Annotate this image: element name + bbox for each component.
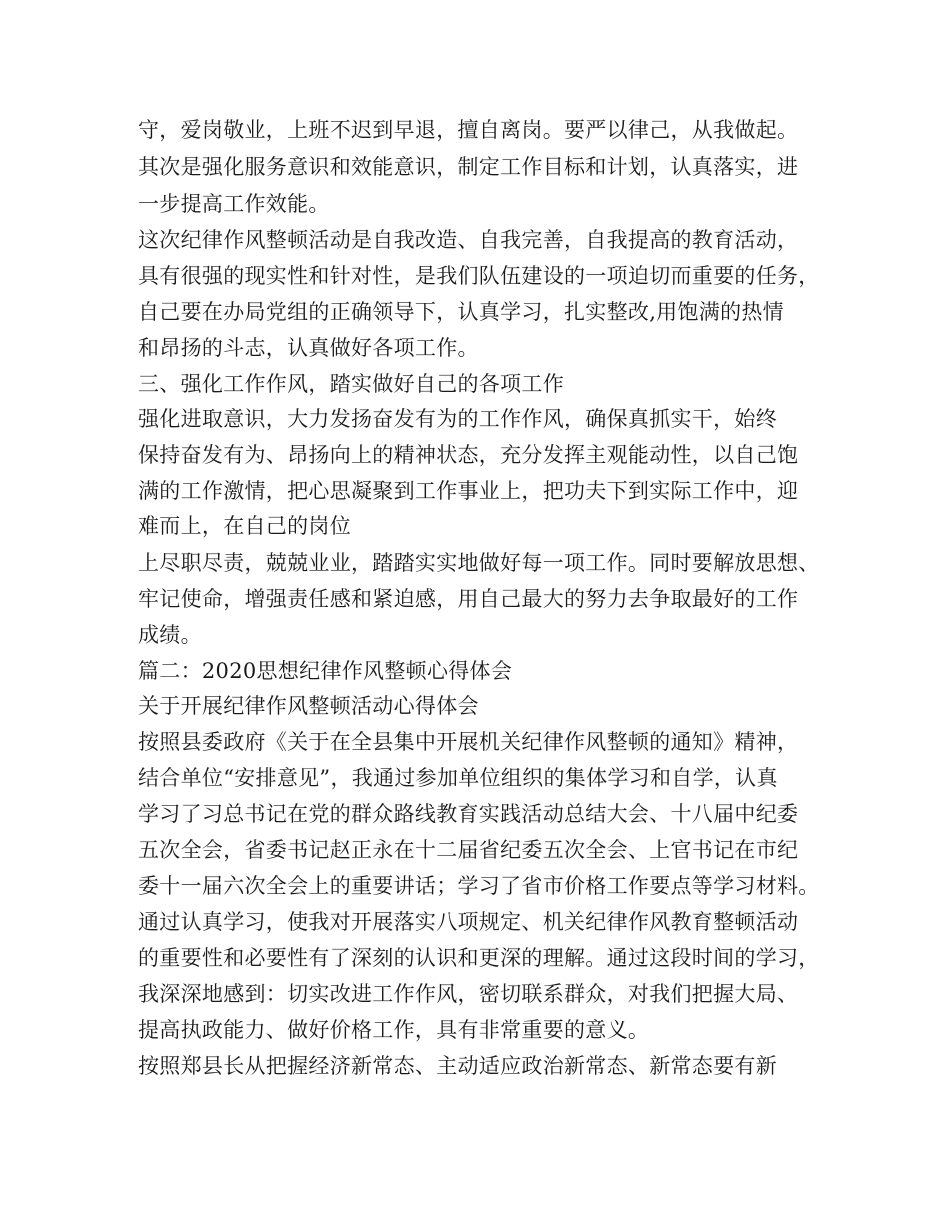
text-line: 和昂扬的斗志，认真做好各项工作。 [138, 336, 479, 360]
text-line: 满的工作激情，把心思凝聚到工作事业上，把功夫下到实际工作中，迎 [138, 479, 799, 503]
section-heading: 三、强化工作作风，踏实做好自己的各项工作 [138, 372, 564, 396]
text-line: 这次纪律作风整顿活动是自我改造、自我完善，自我提高的教育活动， [138, 228, 799, 252]
text-line: 上尽职尽责，兢兢业业，踏踏实实地做好每一项工作。同时要解放思想、 [138, 551, 820, 575]
text-line: 难而上，在自己的岗位 [138, 514, 351, 538]
text-line: 保持奋发有为、昂扬向上的精神状态，充分发挥主观能动性，以自己饱 [138, 443, 799, 467]
text-line: 的重要性和必要性有了深刻的认识和更深的理解。通过这段时间的学习， [138, 946, 820, 970]
text-line: 守，爱岗敬业，上班不迟到早退，擅自离岗。要严以律己，从我做起。 [138, 118, 799, 142]
text-line: 成绩。 [138, 623, 202, 647]
text-line: 牢记使命，增强责任感和紧迫感，用自己最大的努力去争取最好的工作 [138, 587, 799, 611]
text-line: 学习了习总书记在党的群众路线教育实践活动总结大会、十八届中纪委 [138, 802, 799, 826]
text-line: 结合单位“安排意见”，我通过参加单位组织的集体学习和自学，认真 [138, 766, 778, 790]
text-line: 其次是强化服务意识和效能意识，制定工作目标和计划，认真落实，进 [138, 155, 799, 179]
text-line: 提高执政能力、做好价格工作，具有非常重要的意义。 [138, 1018, 650, 1042]
text-line: 强化进取意识，大力发扬奋发有为的工作作风，确保真抓实干，始终 [138, 407, 777, 431]
text-line: 按照县委政府《关于在全县集中开展机关纪律作风整顿的通知》精神， [138, 730, 799, 754]
text-line: 五次全会，省委书记赵正永在十二届省纪委五次全会、上官书记在市纪 [138, 838, 799, 862]
text-line: 委十一届六次全会上的重要讲话；学习了省市价格工作要点等学习材料。 [138, 874, 820, 898]
text-line: 通过认真学习，使我对开展落实八项规定、机关纪律作风教育整顿活动 [138, 910, 799, 934]
text-line: 按照郑县长从把握经济新常态、主动适应政治新常态、新常态要有新 [138, 1054, 777, 1078]
text-line: 我深深地感到：切实改进工作作风，密切联系群众，对我们把握大局、 [138, 982, 799, 1006]
text-line: 具有很强的现实性和针对性，是我们队伍建设的一项迫切而重要的任务， [138, 264, 820, 288]
text-line: 自己要在办局党组的正确领导下，认真学习，扎实整改,用饱满的热情 [138, 300, 784, 324]
chapter-heading: 篇二：2020思想纪律作风整顿心得体会 [138, 659, 513, 683]
text-line: 一步提高工作效能。 [138, 192, 330, 216]
article-title: 关于开展纪律作风整顿活动心得体会 [138, 694, 479, 718]
